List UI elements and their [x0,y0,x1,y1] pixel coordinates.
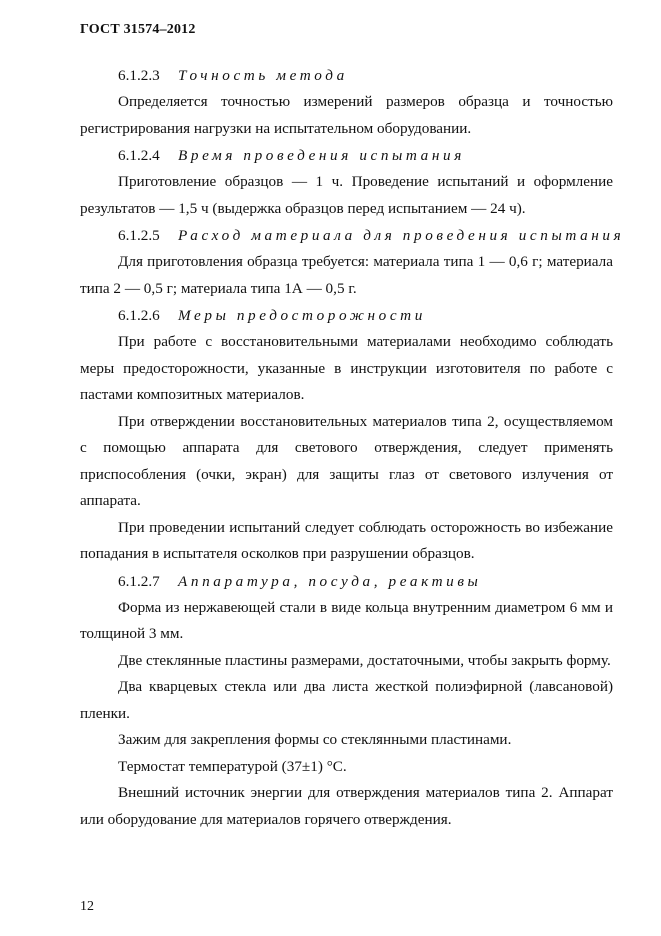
document-body [80,62,625,833]
paragraph: Форма из нержавеющей стали в виде кольца внутренним диаметром 6 мм и толщиной 3 мм. [80,598,613,642]
section-title: Точность метода [178,67,348,84]
section-title: Меры предосторожности [178,307,426,324]
paragraph: При отверждении восстановительных материалов типа 2, осуществляемом с помощью аппарата для светового отверждения, следует применять приспособления (очки, экран) для защиты глаз от светового излучения от аппарата. [80,412,613,509]
paragraph: Внешний источник энергии для отверждения материалов типа 2. Аппарат или оборудование для материалов горячего отверждения. [80,784,613,828]
section-number: 6.1.2.3 [118,67,160,84]
section-heading [80,568,613,595]
section-number: 6.1.2.4 [118,147,160,164]
paragraph: Зажим для закрепления формы со стеклянными пластинами. [118,731,512,748]
section-number: 6.1.2.6 [118,307,160,324]
paragraph: Определяется точностью измерений размеров образца и точностью регистрирования нагрузки на испытательном оборудовании. [80,93,613,137]
paragraph: Термостат температурой (37±1) °С. [118,757,347,775]
section-heading [80,142,613,169]
paragraph: При работе с восстановительными материалами необходимо соблюдать меры предосторожности, указанные в инструкции изготовителя по работе с пастами композитных материалов. [80,333,613,403]
paragraph: Для приготовления образца требуется: материала типа 1 — 0,6 г; материала типа 2 — 0,5 г; материала типа 1А — 0,5 г. [80,253,613,297]
paragraph: Два кварцевых стекла или два листа жесткой полиэфирной (лавсановой) пленки. [80,678,613,722]
section-heading [80,62,613,89]
page-number: 12 [80,899,94,914]
section-title: Аппаратура, посуда, реактивы [178,572,482,590]
section-number: 6.1.2.5 [118,227,160,244]
section-heading [80,302,613,329]
section-heading [80,222,625,249]
paragraph: При проведении испытаний следует соблюдать осторожность во избежание попадания в испытателя осколков при разрушении образцов. [80,518,613,562]
section-number: 6.1.2.7 [118,572,160,590]
section-title: Время проведения испытания [178,147,465,164]
document-header: ГОСТ 31574–2012 [80,22,196,37]
section-title: Расход материала для проведения испытания [178,227,625,244]
paragraph: Приготовление образцов — 1 ч. Проведение испытаний и оформление результатов — 1,5 ч (выдержка образцов перед испытанием — 24 ч). [80,173,613,217]
paragraph: Две стеклянные пластины размерами, достаточными, чтобы закрыть форму. [118,651,611,669]
